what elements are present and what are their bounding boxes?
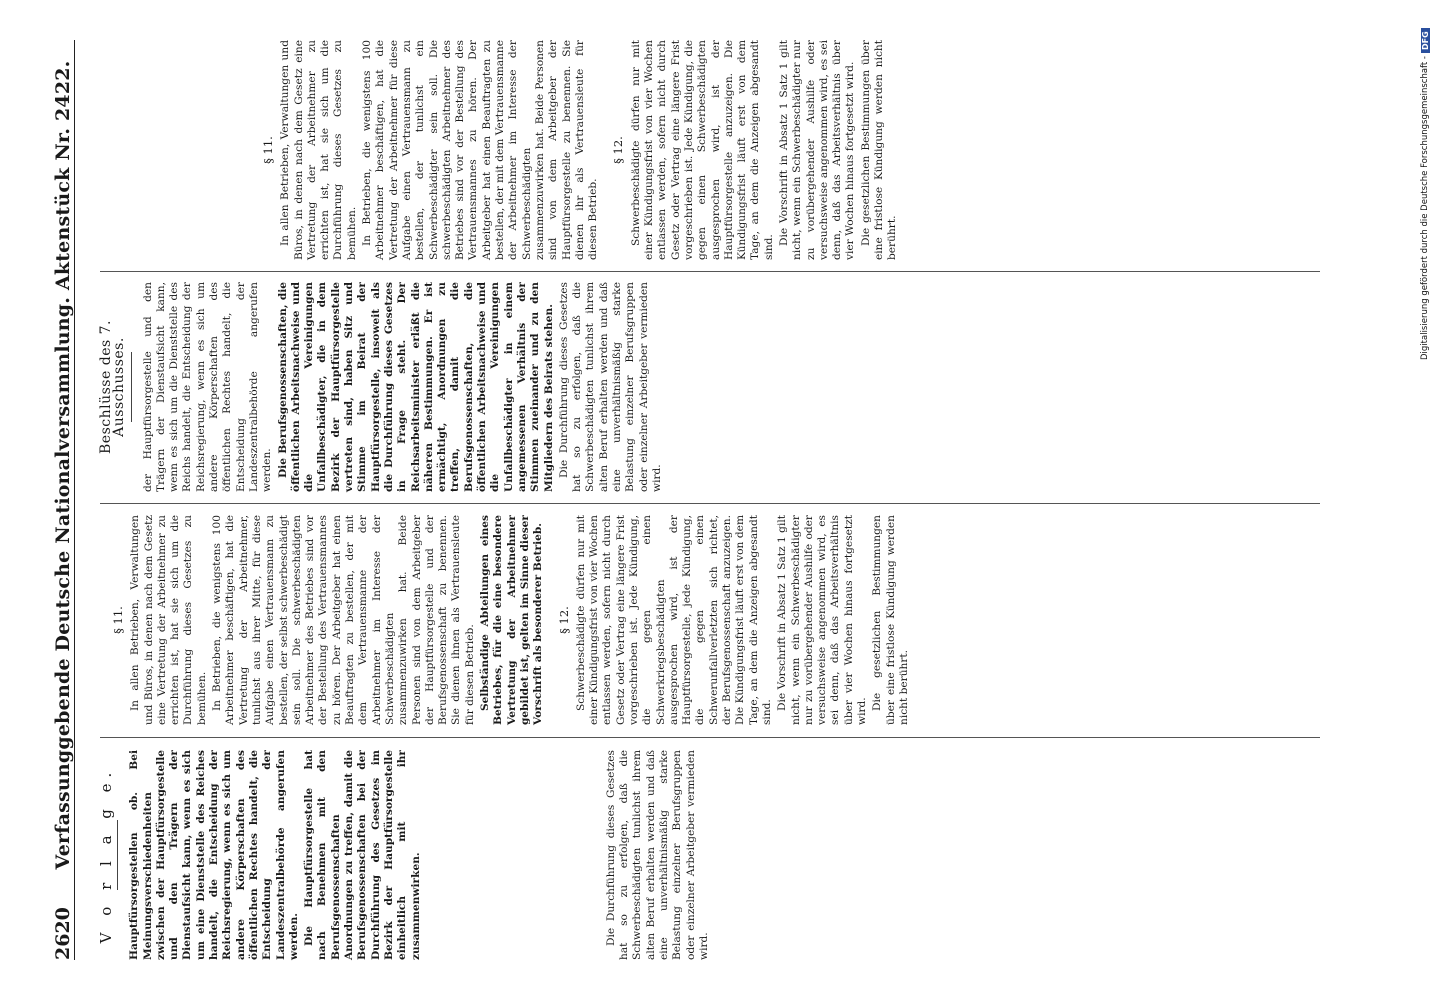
paragraph: In allen Betrieben, Verwaltungen und Büros, in denen nach dem Gesetz eine Vertretung der Arbeitnehmer zu errichten ist, hat sie sich um die Durchführung dieses Gesetzes zu bemühen.: [279, 40, 358, 260]
column-divider: [100, 737, 1320, 738]
section-heading-11: § 11.: [261, 136, 275, 164]
paragraph: Schwerbeschädigte dürfen nur mit einer Kündigungsfrist von vier Wochen entlassen werden, sofern nicht durch Gesetz oder Vertrag eine längere Frist vorgeschrieben ist. Jede Kündigung, die gegen einen Schwerbeschädigten ausgesprochen wird, ist der Hauptfürsorgestelle anzuzeigen. Die Kündigungsfrist läuft erst von dem Tage, an dem die Anzeigen abgesandt sind.: [629, 40, 775, 260]
column-beschluesse-2: [100, 40, 902, 260]
paragraph: Die gesetzlichen Bestimmungen über eine fristlose Kündigung werden nicht berührt.: [859, 40, 899, 260]
section-heading-12: § 12.: [611, 136, 626, 164]
paragraph: Hauptfürsorgestellen ob. Bei Meinungsverschiedenheiten zwischen der Hauptfürsorgestelle und den Trägern der Dienstaufsicht kann, wenn es sich um eine Dienststelle des Reiches handelt, die Entscheidung der Reichsregierung, wenn es sich um andere Körperschaften des öffentlichen Rechtes handelt, die Entscheidung der Landeszentralbehörde angerufen werden.: [128, 750, 300, 960]
column-divider: [100, 271, 1320, 272]
column-beschluesse-1: [100, 282, 666, 492]
heading-rule: [131, 352, 132, 422]
dfg-logo: DFG: [1421, 28, 1430, 53]
section-heading-12: § 12.: [556, 606, 571, 634]
paragraph: Schwerbeschädigte dürfen nur mit einer Kündigungsfrist von vier Wochen entlassen werden, sofern nicht durch Gesetz oder Vertrag eine längere Frist vorgeschrieben ist. Jede Kündigung, die gegen einen Schwerkriegsbeschädigten ausgesprochen wird, ist der Hauptfürsorgestelle, jede Kündigung, die gegen einen Schwerunfallverletzten sich richtet, der Berufsgenossenschaft anzuzeigen. Die Kündigungsfrist läuft erst von dem Tage, an dem die Anzeigen abgesandt sind.: [574, 515, 773, 725]
credit-text: Digitalisierung gefördert durch die Deutsche Forschungsgemeinschaft -: [1420, 56, 1430, 360]
heading-rule: [117, 820, 118, 890]
vorlage-heading: V o r l a g e.: [97, 766, 115, 944]
beschluesse-heading: Beschlüsse des 7. Ausschusses.: [98, 320, 128, 454]
blank-space: [100, 40, 250, 260]
paragraph: Die Durchführung dieses Gesetzes hat so zu erfolgen, daß die Schwerbeschädigten tunlichst ihrem alten Beruf erhalten werden und daß eine unverhältnismäßig starke Belastung einzelner Berufsgruppen oder einzelner Arbeitgeber vermieden wird.: [557, 282, 663, 492]
paragraph: Die Hauptfürsorgestelle hat nach Benehmen mit den Berufsgenossenschaften Anordnungen zu treffen, damit die Berufsgenossenschaften bei der Durchführung des Gesetzes im Bezirk der Hauptfürsorgestelle einheitlich mit ihr zusammenwirken.: [303, 750, 422, 960]
column-vorlage-1: [97, 750, 713, 960]
running-title: Verfassunggebende Deutsche Nationalversammlung. Aktenstück Nr. 2422.: [52, 60, 74, 870]
page-number: 2620: [52, 907, 74, 960]
paragraph: Die Vorschrift in Absatz 1 Satz 1 gilt nicht, wenn ein Schwerbeschädigter nur zu vorübergehender Aushilfe oder versuchsweise angenommen wird, es sei denn, daß das Arbeitsverhältnis über vier Wochen hinaus fortgesetzt wird.: [776, 515, 869, 725]
paragraph: der Hauptfürsorgestelle und den Trägern der Dienstaufsicht kann, wenn es sich um die Dienststelle des Reichs handelt, die Entscheidung der Reichsregierung, wenn es sich um andere Körperschaften des öffentlichen Rechtes handelt, die Entscheidung der Landeszentralbehörde angerufen werden.: [141, 282, 274, 492]
paragraph: Die Vorschrift in Absatz 1 Satz 1 gilt nicht, wenn ein Schwerbeschädigter nur zu vorübergehender Aushilfe oder versuchsweise angenommen wird, es sei denn, daß das Arbeitsverhältnis über vier Wochen hinaus fortgesetzt wird.: [777, 40, 857, 260]
paragraph: Die gesetzlichen Bestimmungen über eine fristlose Kündigung werden nicht berührt.: [871, 515, 910, 725]
running-header: [40, 40, 75, 960]
section-heading-11: § 11.: [111, 606, 125, 634]
paragraph: In Betrieben, die wenigstens 100 Arbeitnehmer beschäftigen, hat die Vertretung der Arbeitnehmer, tunlichst aus ihrer Mitte, für diese Aufgabe einen Vertrauensmann zu bestellen, der selbst schwerbeschädigt sein soll. Die schwerbeschädigten Arbeitnehmer des Betriebes sind vor der Bestellung des Vertrauensmannes zu hören. Der Arbeitgeber hat einen Beauftragten zu bestellen, der mit dem Vertrauensmanne der Arbeitnehmer im Interesse der Schwerbeschädigten zusammenzuwirken hat. Beide Personen sind von dem Arbeitgeber der Hauptfürsorgestelle und der Berufsgenossenschaft zu benennen. Sie dienen ihnen als Vertrauensleute für diesen Betrieb.: [211, 515, 476, 725]
paragraph: Die Durchführung dieses Gesetzes hat so zu erfolgen, daß die Schwerbeschädigten tunlichst ihrem alten Beruf erhalten werden und daß eine unverhältnismäßig starke Belastung einzelner Berufsgruppen oder einzelner Arbeitgeber vermieden wird.: [604, 750, 710, 960]
paragraph: Die Berufsgenossenschaften, die öffentlichen Arbeitsnachweise und die Vereinigungen Unfallbeschädigter, die in dem Bezirk der Hauptfürsorgestelle vertreten sind, haben Sitz und Stimme im Beirat der Hauptfürsorgestelle, insoweit als die Durchführung dieses Gesetzes in Frage steht. Der Reichsarbeitsminister erläßt die näheren Bestimmungen. Er ist ermächtigt, Anordnungen zu treffen, damit die Berufsgenossenschaften, die öffentlichen Arbeitsnachweise und die Vereinigungen Unfallbeschädigter in einem angemessenen Verhältnis der Stimmen zueinander und zu den Mitgliedern des Beirats stehen.: [276, 282, 555, 492]
column-vorlage-2: [100, 515, 913, 725]
column-divider: [100, 503, 1320, 504]
paragraph: Selbständige Abteilungen eines Betriebes, für die eine besondere Vertretung der Arbeitnehmer gebildet ist, gelten im Sinne dieser Vorschrift als besonderer Betrieb.: [479, 515, 545, 725]
digitization-credit: [1418, 0, 1432, 1000]
blank-space: [425, 750, 605, 960]
paragraph: In Betrieben, die wenigstens 100 Arbeitnehmer beschäftigen, hat die Vertretung der Arbeitnehmer für diese Aufgabe einen Vertrauensmann zu bestellen, der tunlichst ein Schwerbeschädigter sein soll. Die schwerbeschädigten Arbeitnehmer des Betriebes sind vor der Bestellung des Vertrauensmannes zu hören. Der Arbeitgeber hat einen Beauftragten zu bestellen, der mit dem Vertrauensmanne der Arbeitnehmer im Interesse der Schwerbeschädigten zusammenzuwirken hat. Beide Personen sind von dem Arbeitgeber der Hauptfürsorgestelle zu benennen. Sie dienen ihr als Vertrauensleute für diesen Betrieb.: [361, 40, 600, 260]
paragraph: In allen Betrieben, Verwaltungen und Büros, in denen nach dem Gesetz eine Vertretung der Arbeitnehmer zu errichten ist, hat sie sich um die Durchführung dieses Gesetzes zu bemühen.: [129, 515, 208, 725]
